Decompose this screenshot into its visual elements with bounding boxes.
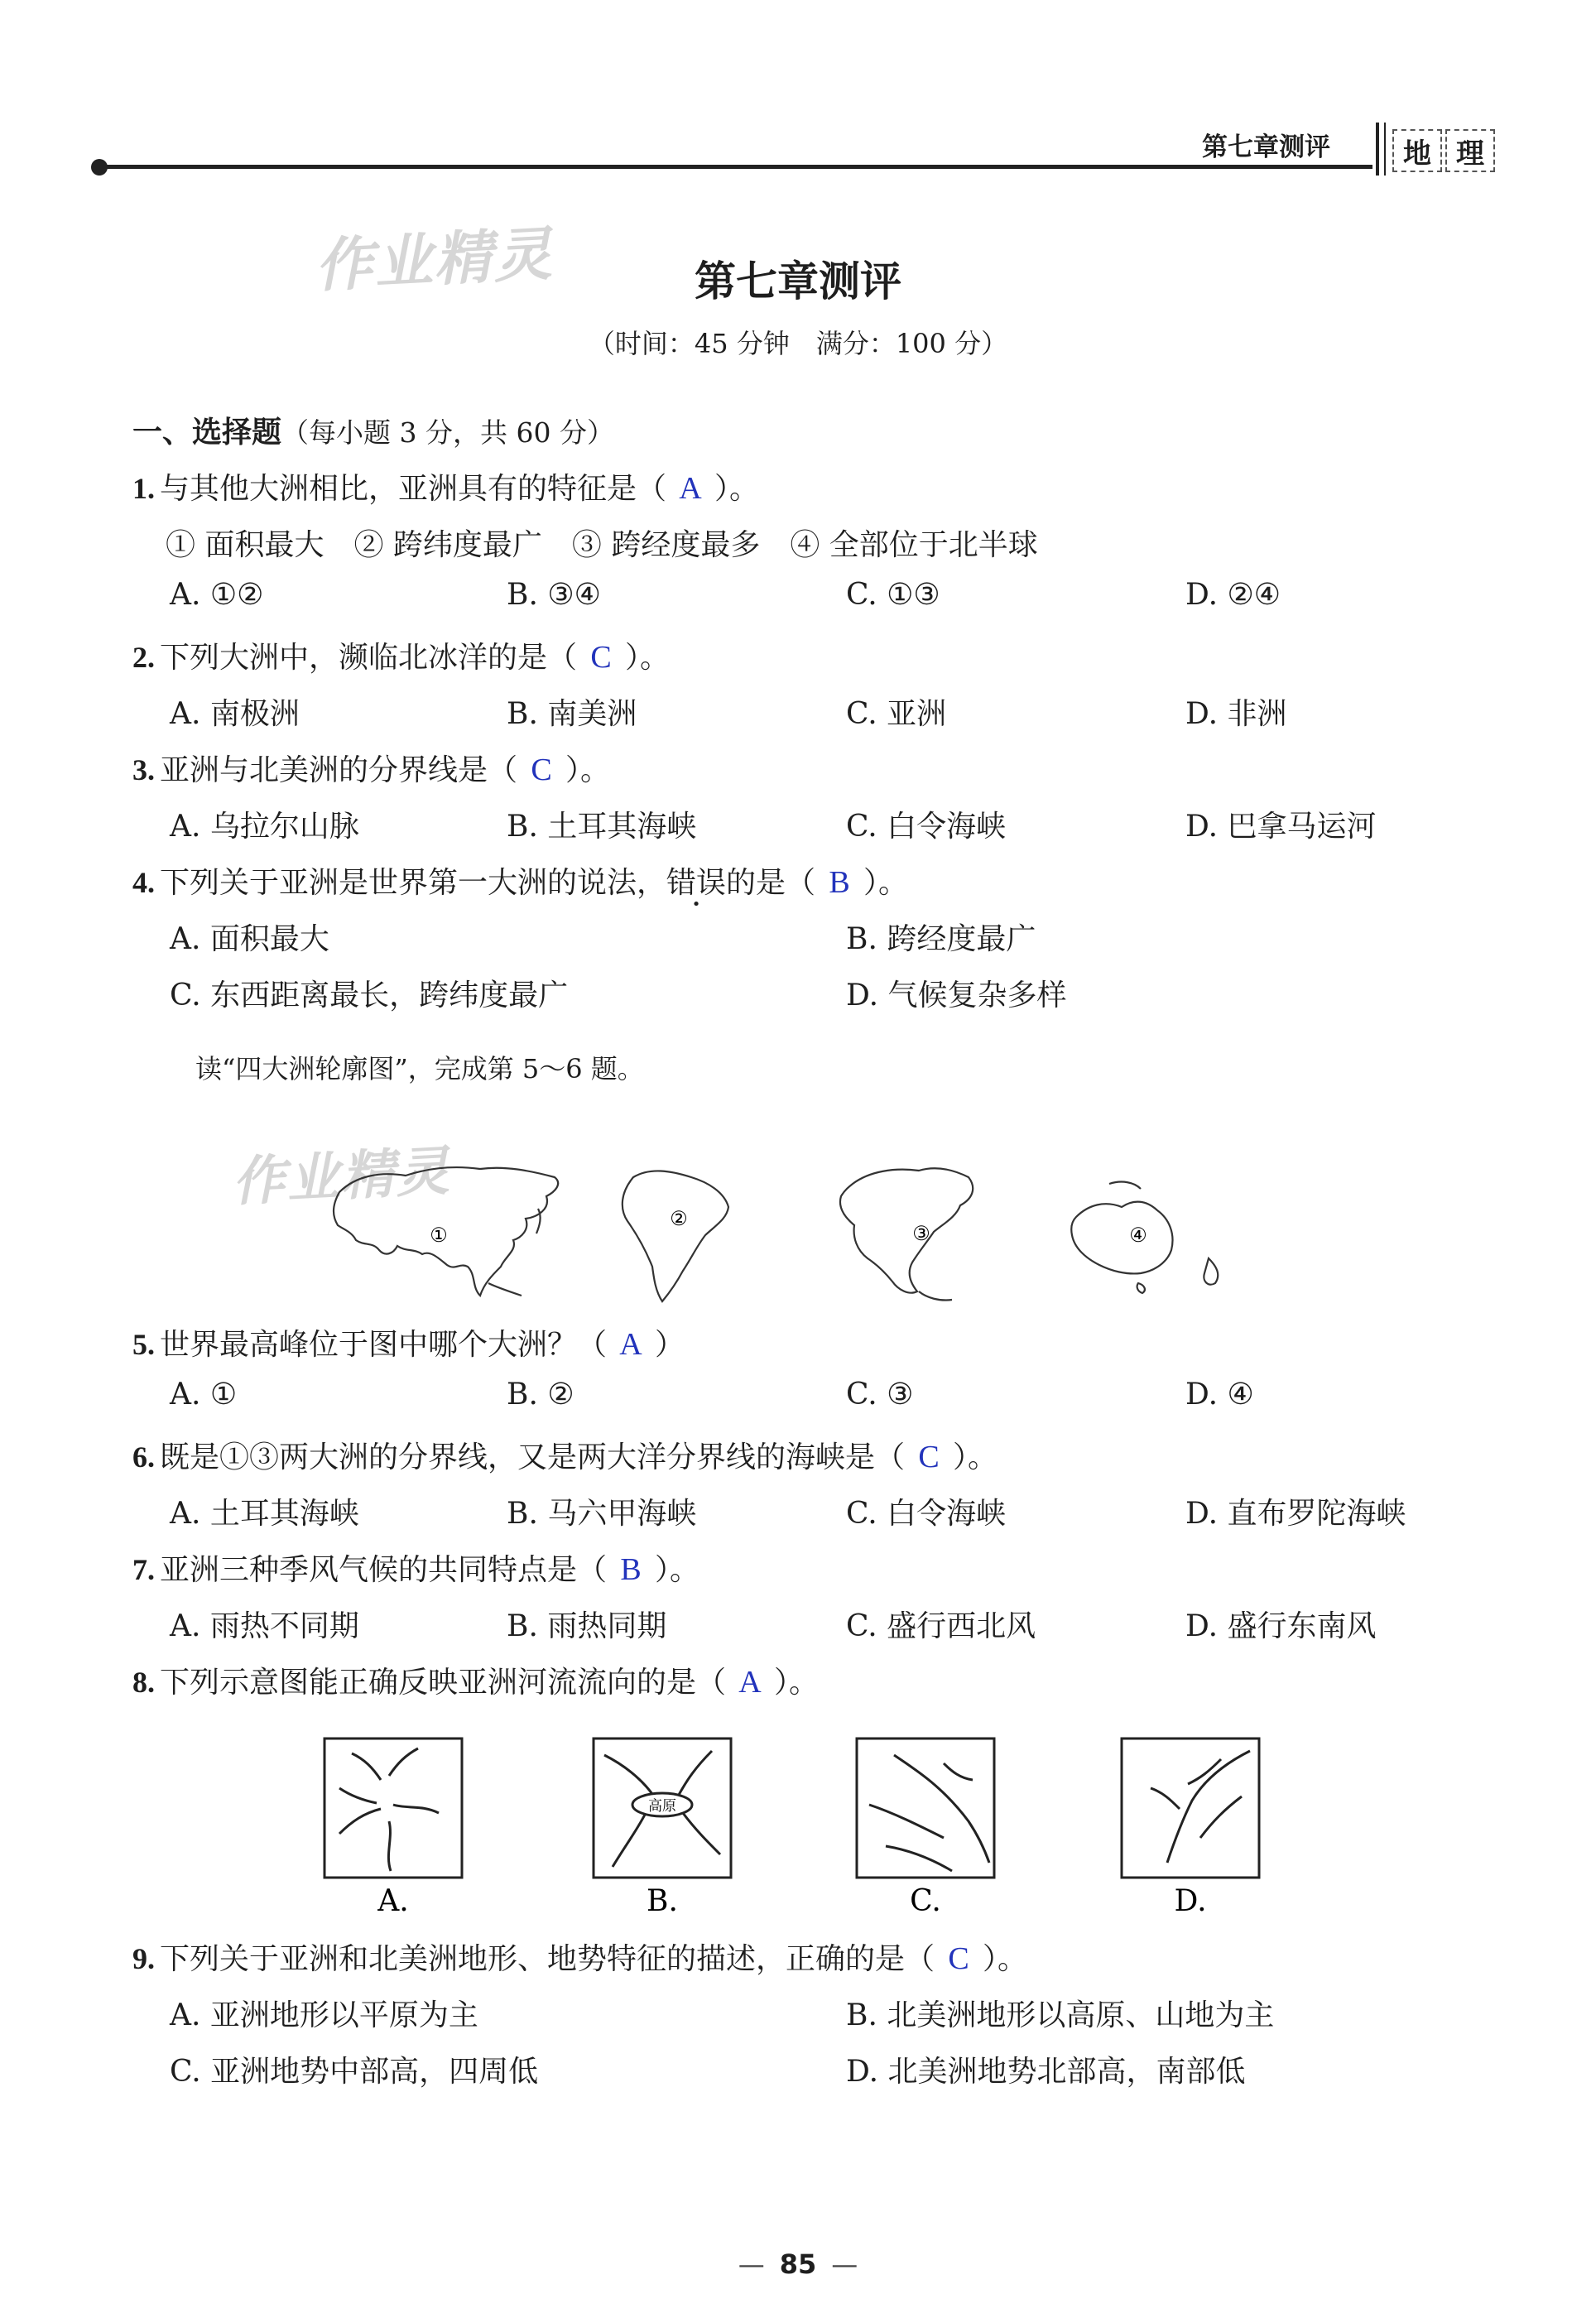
answer-mark: C bbox=[531, 753, 552, 787]
option: B. 北美洲地形以高原、山地为主 bbox=[846, 1998, 1275, 2032]
option: C. 盛行西北风 bbox=[846, 1609, 1036, 1643]
option: B. 马六甲海峡 bbox=[507, 1497, 697, 1531]
option: A. 雨热不同期 bbox=[170, 1609, 359, 1643]
plateau-label: 高原 bbox=[648, 1798, 676, 1815]
watermark: 作业精灵 bbox=[313, 219, 555, 301]
continent-label-2: ② bbox=[670, 1207, 688, 1230]
header-rule bbox=[98, 165, 1372, 169]
answer-mark: C bbox=[948, 1941, 969, 1976]
answer-mark: A bbox=[738, 1665, 762, 1700]
header-divider bbox=[1376, 123, 1379, 176]
river-diagram-d bbox=[1122, 1738, 1259, 1878]
section-title: 一、选择题 bbox=[132, 416, 282, 450]
question-number: 2. bbox=[132, 641, 155, 674]
option: A. 南极洲 bbox=[170, 697, 300, 731]
diagram-label-c: C. bbox=[910, 1884, 941, 1918]
diagram-label-d: D. bbox=[1174, 1884, 1207, 1918]
answer-mark: A bbox=[679, 471, 702, 506]
question-statements: ① 面积最大 ② 跨纬度最广 ③ 跨经度最多 ④ 全部位于北半球 bbox=[166, 528, 1038, 562]
option: B. 雨热同期 bbox=[507, 1609, 667, 1643]
question-stem bbox=[132, 1546, 699, 1589]
continent-label-1: ① bbox=[430, 1224, 448, 1247]
answer-mark: B bbox=[620, 1552, 642, 1587]
option: A. 土耳其海峡 bbox=[170, 1497, 359, 1531]
stem-text: ）。 bbox=[625, 641, 671, 675]
option: C. 白令海峡 bbox=[846, 810, 1007, 844]
stem-text: ）。 bbox=[565, 753, 611, 787]
river-direction-diagrams bbox=[315, 1730, 1275, 1921]
question-stem bbox=[132, 1434, 997, 1476]
river-diagram-b bbox=[594, 1738, 731, 1878]
question-stem bbox=[132, 747, 610, 789]
header-chapter: 第七章测评 bbox=[1202, 132, 1330, 162]
river-diagram-c bbox=[857, 1738, 994, 1878]
stem-text: ）。 bbox=[863, 866, 909, 900]
option: A. ①② bbox=[170, 578, 264, 612]
question-number: 8. bbox=[132, 1666, 155, 1699]
stem-text: 既是①③两大洲的分界线，又是两大洋分界线的海峡是（ bbox=[160, 1440, 906, 1474]
stem-text: 世界最高峰位于图中哪个大洲？（ bbox=[160, 1328, 608, 1362]
option: D. 巴拿马运河 bbox=[1185, 810, 1377, 844]
diagram-label-a: A. bbox=[377, 1884, 409, 1918]
question-number: 3. bbox=[132, 753, 155, 786]
stem-text: 亚洲与北美洲的分界线是（ bbox=[160, 753, 518, 787]
north-america-outline bbox=[840, 1168, 973, 1300]
option: B. 跨经度最广 bbox=[846, 922, 1036, 956]
diagram-label-b: B. bbox=[647, 1884, 678, 1918]
continent-label-3: ③ bbox=[912, 1222, 930, 1245]
stem-text: 下列大洲中，濒临北冰洋的是（ bbox=[160, 641, 578, 675]
option: B. ③④ bbox=[507, 578, 601, 612]
option: C. 白令海峡 bbox=[846, 1497, 1007, 1531]
page-number bbox=[0, 2248, 1596, 2280]
question-stem bbox=[132, 1321, 685, 1363]
option: A. 亚洲地形以平原为主 bbox=[170, 1998, 478, 2032]
question-stem bbox=[132, 465, 759, 507]
option: D. 气候复杂多样 bbox=[846, 979, 1067, 1012]
south-america-outline bbox=[623, 1171, 728, 1301]
option: C. ③ bbox=[846, 1378, 914, 1411]
question-stem bbox=[132, 634, 670, 676]
option: D. 非洲 bbox=[1185, 697, 1287, 731]
option: D. ②④ bbox=[1185, 578, 1281, 612]
stem-text: ）。 bbox=[774, 1666, 820, 1700]
page-number-dash: — bbox=[738, 2248, 765, 2280]
option: A. ① bbox=[170, 1378, 238, 1411]
emphasized-word: 错误 bbox=[666, 866, 727, 900]
option: D. ④ bbox=[1185, 1378, 1254, 1411]
option: B. 南美洲 bbox=[507, 697, 637, 731]
answer-mark: C bbox=[590, 640, 612, 675]
stem-text: 的是（ bbox=[726, 866, 816, 900]
question-number: 5. bbox=[132, 1328, 155, 1361]
river-diagram-a bbox=[324, 1738, 462, 1878]
stem-text: 下列关于亚洲是世界第一大洲的说法， bbox=[160, 866, 667, 900]
option: A. 面积最大 bbox=[170, 922, 329, 956]
map-intro: 读“四大洲轮廓图”，完成第 5～6 题。 bbox=[195, 1053, 644, 1084]
section-heading bbox=[132, 409, 614, 451]
question-number: 4. bbox=[132, 866, 155, 899]
option: C. ①③ bbox=[846, 578, 940, 612]
page-number-value: 85 bbox=[779, 2248, 817, 2280]
page-title: 第七章测评 bbox=[695, 257, 901, 305]
question-number: 1. bbox=[132, 472, 155, 505]
header-divider-thin bbox=[1384, 123, 1386, 176]
question-number: 6. bbox=[132, 1440, 155, 1474]
option: C. 亚洲地势中部高，四周低 bbox=[170, 2055, 539, 2089]
subject-char-box: 理 bbox=[1445, 129, 1495, 172]
question-stem bbox=[132, 1659, 819, 1701]
stem-text: 与其他大洲相比，亚洲具有的特征是（ bbox=[160, 472, 667, 506]
stem-text: 下列关于亚洲和北美洲地形、地势特征的描述，正确的是（ bbox=[160, 1942, 935, 1976]
stem-text: ）。 bbox=[953, 1440, 998, 1474]
stem-text: ）。 bbox=[655, 1553, 700, 1587]
stem-text: ）。 bbox=[714, 472, 760, 506]
page-subtitle: （时间：45 分钟 满分：100 分） bbox=[588, 328, 1008, 359]
page-number-dash: — bbox=[831, 2248, 858, 2280]
question-number: 9. bbox=[132, 1942, 155, 1975]
section-note: （每小题 3 分，共 60 分） bbox=[281, 416, 614, 449]
continent-label-4: ④ bbox=[1129, 1224, 1147, 1247]
option: C. 东西距离最长，跨纬度最广 bbox=[170, 979, 569, 1012]
option: D. 北美洲地势北部高，南部低 bbox=[846, 2055, 1246, 2089]
answer-mark: B bbox=[829, 865, 850, 900]
stem-text: ） bbox=[655, 1328, 685, 1362]
subject-char-box: 地 bbox=[1392, 129, 1442, 172]
option: D. 直布罗陀海峡 bbox=[1185, 1497, 1406, 1531]
continents-outline-figure bbox=[315, 1159, 1275, 1308]
stem-text: 亚洲三种季风气候的共同特点是（ bbox=[160, 1553, 608, 1587]
option: A. 乌拉尔山脉 bbox=[170, 810, 359, 844]
answer-mark: A bbox=[619, 1327, 642, 1362]
option: C. 亚洲 bbox=[846, 697, 947, 731]
option: D. 盛行东南风 bbox=[1185, 1609, 1377, 1643]
question-stem bbox=[132, 1936, 1027, 1978]
option: B. 土耳其海峡 bbox=[507, 810, 697, 844]
question-stem bbox=[132, 859, 908, 902]
option: B. ② bbox=[507, 1378, 574, 1411]
stem-text: ）。 bbox=[983, 1942, 1028, 1976]
answer-mark: C bbox=[918, 1440, 940, 1474]
watermark: 作业精灵 bbox=[230, 1141, 453, 1214]
stem-text: 下列示意图能正确反映亚洲河流流向的是（ bbox=[160, 1666, 727, 1700]
question-number: 7. bbox=[132, 1553, 155, 1586]
